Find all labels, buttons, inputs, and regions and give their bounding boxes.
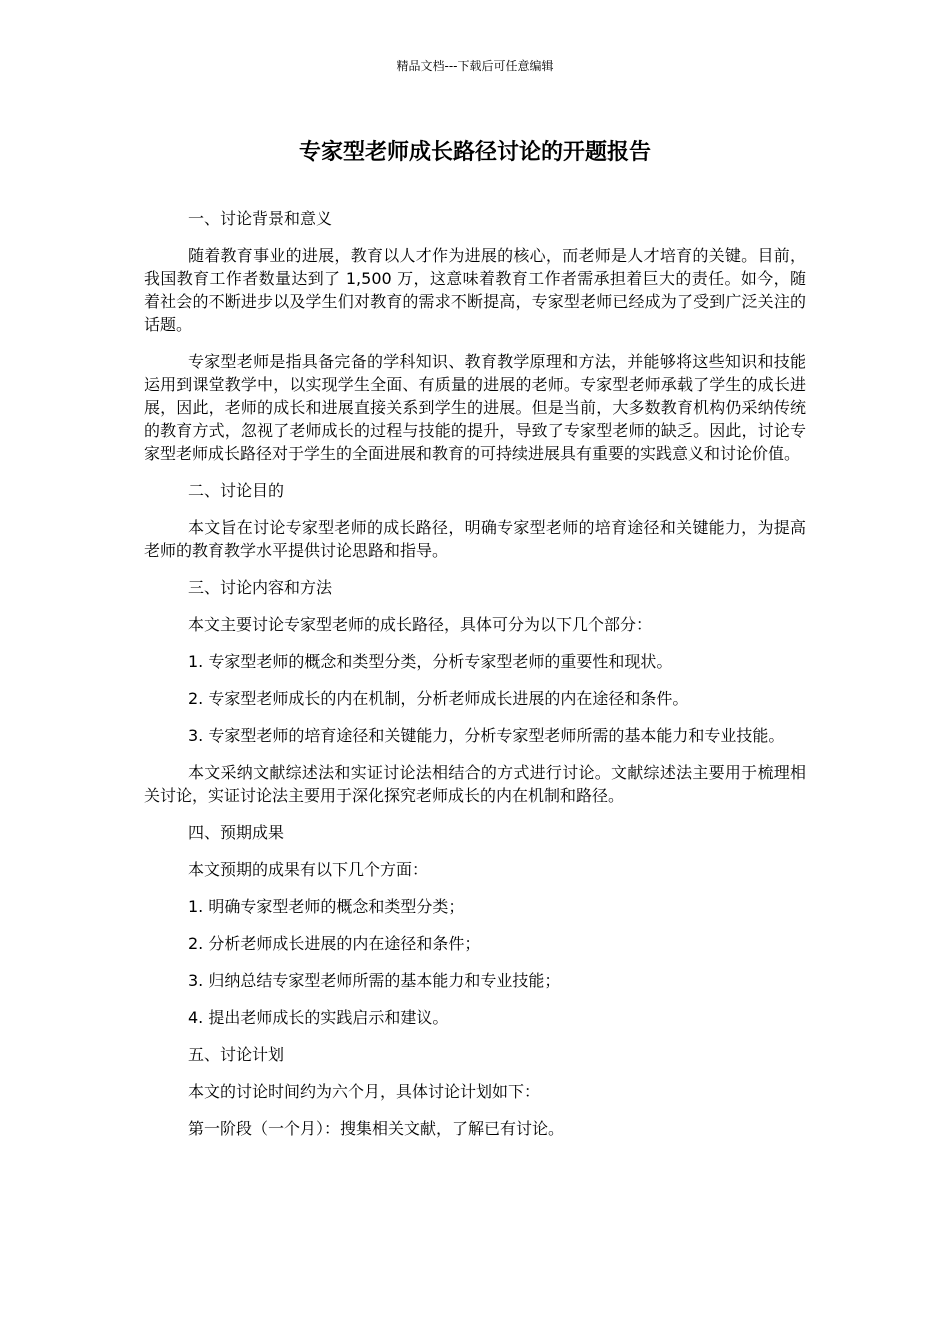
body-paragraph: 本文主要讨论专家型老师的成长路径，具体可分为以下几个部分：	[188, 615, 653, 634]
page-header-note: 精品文档---下载后可任意编辑	[396, 59, 554, 73]
list-item: 第一阶段（一个月）：搜集相关文献，了解已有讨论。	[188, 1119, 565, 1138]
body-paragraph: 专家型老师是指具备完备的学科知识、教育教学原理和方法，并能够将这些知识和技能运用到课堂教学中，以实现学生全面、有质量的进展的老师。专家型老师承载了学生的成长进展，因此，老师的成长和进展直接关系到学生的进展。但是当前，大多数教育机构仍采纳传统的教育方式，忽视了老师成长的过程与技能的提升，导致了专家型老师的缺乏。因此，讨论专家型老师成长路径对于学生的全面进展和教育的可持续进展具有重要的实践意义和讨论价值。	[144, 352, 806, 463]
list-item: 3. 归纳总结专家型老师所需的基本能力和专业技能；	[188, 971, 561, 990]
section-heading-background: 一、讨论背景和意义	[188, 209, 333, 228]
document-title: 专家型老师成长路径讨论的开题报告	[298, 140, 651, 165]
list-item: 1. 明确专家型老师的概念和类型分类；	[188, 897, 465, 916]
list-item: 3. 专家型老师的培育途径和关键能力，分析专家型老师所需的基本能力和专业技能。	[188, 726, 785, 745]
section-heading-purpose: 二、讨论目的	[188, 481, 285, 500]
list-item: 1. 专家型老师的概念和类型分类，分析专家型老师的重要性和现状。	[188, 652, 673, 671]
section-heading-content-method: 三、讨论内容和方法	[188, 578, 333, 597]
document-body	[144, 207, 806, 1154]
list-item: 2. 专家型老师成长的内在机制，分析老师成长进展的内在途径和条件。	[188, 689, 689, 708]
list-item: 4. 提出老师成长的实践启示和建议。	[188, 1008, 449, 1027]
body-paragraph: 本文预期的成果有以下几个方面：	[188, 860, 429, 879]
section-heading-plan: 五、讨论计划	[188, 1045, 285, 1064]
body-paragraph: 本文旨在讨论专家型老师的成长路径，明确专家型老师的培育途径和关键能力，为提高老师的教育教学水平提供讨论思路和指导。	[144, 518, 806, 560]
body-paragraph: 本文的讨论时间约为六个月，具体讨论计划如下：	[188, 1082, 541, 1101]
section-heading-expected-results: 四、预期成果	[188, 823, 285, 842]
body-paragraph: 本文采纳文献综述法和实证讨论法相结合的方式进行讨论。文献综述法主要用于梳理相关讨论，实证讨论法主要用于深化探究老师成长的内在机制和路径。	[144, 763, 806, 805]
body-paragraph: 随着教育事业的进展，教育以人才作为进展的核心，而老师是人才培育的关键。目前，我国教育工作者数量达到了 1,500 万，这意味着教育工作者需承担着巨大的责任。如今，随着社会的不断进步以及学生们对教育的需求不断提高，专家型老师已经成为了受到广泛关注的话题。	[144, 246, 806, 334]
list-item: 2. 分析老师成长进展的内在途径和条件；	[188, 934, 481, 953]
